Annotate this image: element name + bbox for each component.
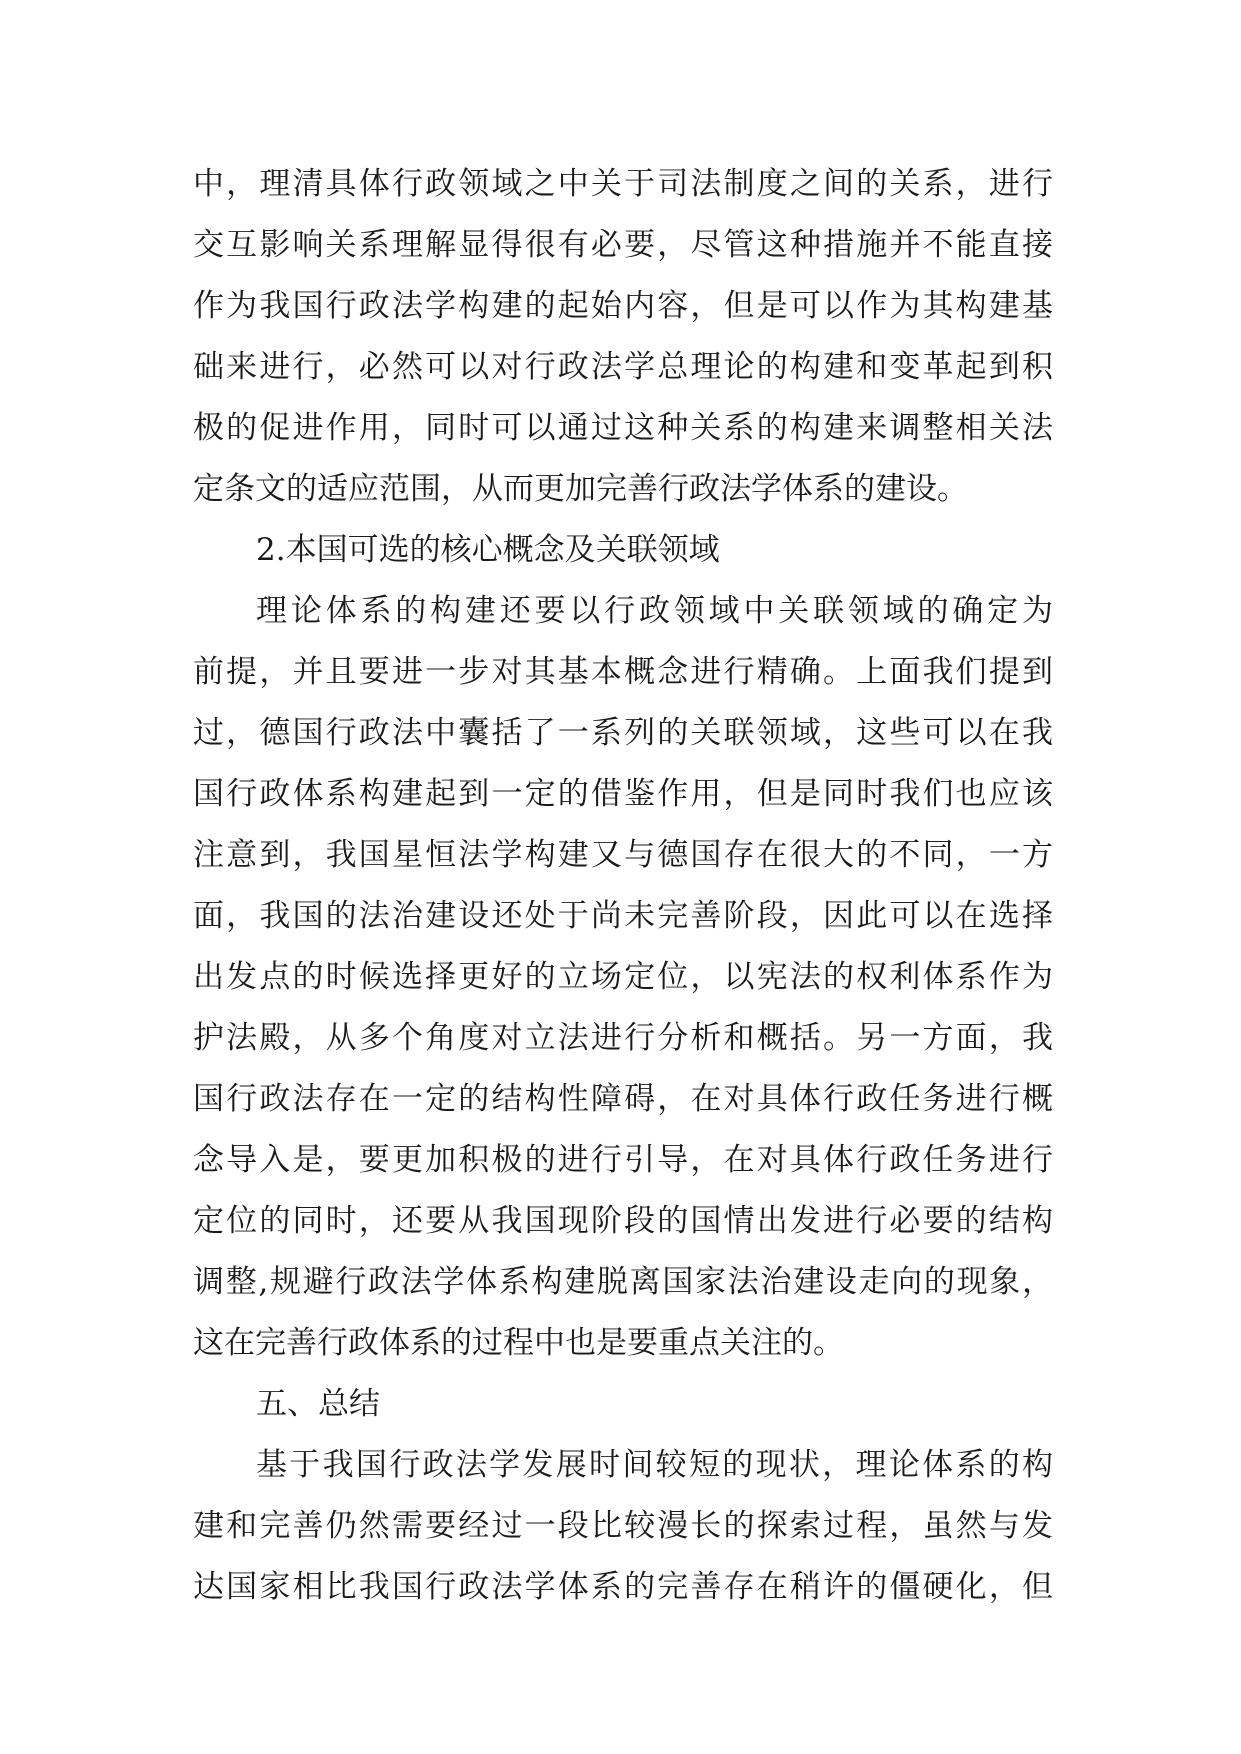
- paragraph-line: 建和完善仍然需要经过一段比较漫长的探索过程，虽然与发: [193, 1508, 1053, 1544]
- paragraph-line: 础来进行，必然可以对行政法学总理论的构建和变革起到积: [193, 349, 1053, 385]
- paragraph-line: 国行政体系构建起到一定的借鉴作用，但是同时我们也应该: [193, 776, 1053, 812]
- paragraph-line: 极的促进作用，同时可以通过这种关系的构建来调整相关法: [193, 410, 1053, 446]
- paragraph-line: 交互影响关系理解显得很有必要，尽管这种措施并不能直接: [193, 227, 1053, 263]
- paragraph-line: 这在完善行政体系的过程中也是要重点关注的。: [193, 1325, 844, 1361]
- paragraph-line: 念导入是，要更加积极的进行引导，在对具体行政任务进行: [193, 1142, 1053, 1178]
- paragraph-line: 作为我国行政法学构建的起始内容，但是可以作为其构建基: [193, 288, 1053, 324]
- paragraph-line: 过，德国行政法中囊括了一系列的关联领域，这些可以在我: [193, 715, 1053, 751]
- section-heading: 五、总结: [256, 1386, 380, 1422]
- paragraph-line: 前提，并且要进一步对其基本概念进行精确。上面我们提到: [193, 654, 1053, 690]
- paragraph-line: 面，我国的法治建设还处于尚未完善阶段，因此可以在选择: [193, 898, 1053, 934]
- paragraph-line: 定条文的适应范围，从而更加完善行政法学体系的建设。: [193, 471, 968, 507]
- paragraph-line: 基于我国行政法学发展时间较短的现状，理论体系的构: [256, 1447, 1053, 1483]
- paragraph-line: 注意到，我国星恒法学构建又与德国存在很大的不同，一方: [193, 837, 1053, 873]
- paragraph-line: 中，理清具体行政领域之中关于司法制度之间的关系，进行: [193, 166, 1053, 202]
- section-heading: 2.本国可选的核心概念及关联领域: [256, 532, 720, 568]
- paragraph-line: 理论体系的构建还要以行政领域中关联领域的确定为: [256, 593, 1053, 629]
- paragraph-line: 调整,规避行政法学体系构建脱离国家法治建设走向的现象，: [193, 1264, 1053, 1300]
- paragraph-line: 护法殿，从多个角度对立法进行分析和概括。另一方面，我: [193, 1020, 1053, 1056]
- paragraph-line: 达国家相比我国行政法学体系的完善存在稍许的僵硬化，但: [193, 1569, 1053, 1605]
- paragraph-line: 定位的同时，还要从我国现阶段的国情出发进行必要的结构: [193, 1203, 1053, 1239]
- paragraph-line: 国行政法存在一定的结构性障碍，在对具体行政任务进行概: [193, 1081, 1053, 1117]
- paragraph-line: 出发点的时候选择更好的立场定位，以宪法的权利体系作为: [193, 959, 1053, 995]
